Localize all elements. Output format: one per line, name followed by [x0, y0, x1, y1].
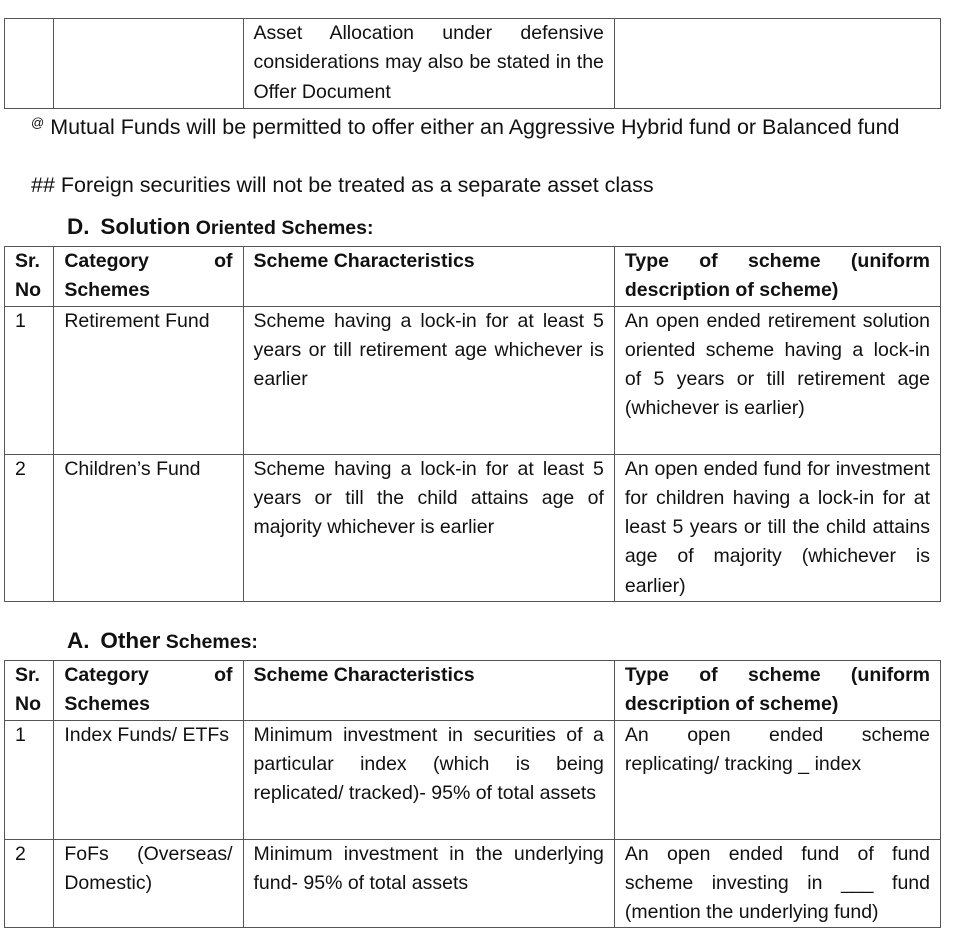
header-characteristics: Scheme Characteristics — [243, 247, 614, 307]
header-characteristics: Scheme Characteristics — [243, 661, 614, 721]
section-letter: A. — [67, 628, 90, 653]
characteristics-cell: Minimum investment in securities of a particular index (which is being replicated/ tracked)- 95% of total assets — [243, 720, 614, 839]
category-cell: Retirement Fund — [54, 306, 243, 454]
characteristics-cell: Scheme having a lock-in for at least 5 years or till retirement age whichever is earlier — [243, 306, 614, 454]
table-row — [5, 720, 941, 839]
section-a-heading — [67, 628, 258, 654]
type-cell — [614, 19, 940, 109]
type-cell: An open ended scheme replicating/ tracking _ index — [614, 720, 940, 839]
section-title-rest: Schemes: — [165, 631, 258, 653]
category-cell: FoFs (Overseas/ Domestic) — [54, 839, 243, 928]
category-cell: Index Funds/ ETFs — [54, 720, 243, 839]
header-sr-no: Sr. No — [5, 661, 54, 721]
section-title-big: Other — [100, 628, 161, 653]
header-category: Category of Schemes — [54, 247, 243, 307]
header-type: Type of scheme (uniform description of scheme) — [614, 661, 940, 721]
type-cell: An open ended fund of fund scheme investing in ___ fund (mention the underlying fund) — [614, 839, 940, 928]
table-row — [5, 839, 941, 928]
sr-no-cell: 2 — [5, 839, 54, 928]
table-row — [5, 454, 941, 601]
section-letter: D. — [67, 214, 90, 239]
sr-no-cell: 1 — [5, 306, 54, 454]
type-cell: An open ended fund for investment for children having a lock-in for at least 5 years or till the child attains age of majority (whichever is earlier) — [614, 454, 940, 601]
footnote-aggressive-hybrid — [31, 107, 951, 143]
header-row — [5, 661, 941, 721]
footnote-text: Mutual Funds will be permitted to offer either an Aggressive Hybrid fund or Balanced fund — [50, 115, 900, 139]
asset-allocation-table-continued — [4, 18, 941, 109]
header-type: Type of scheme (uniform description of scheme) — [614, 247, 940, 307]
characteristics-cell: Minimum investment in the underlying fund- 95% of total assets — [243, 839, 614, 928]
solution-oriented-schemes-table — [4, 246, 941, 602]
sr-no-cell: 1 — [5, 720, 54, 839]
section-title-rest: Oriented Schemes: — [195, 217, 374, 239]
header-sr-no: Sr. No — [5, 247, 54, 307]
table-row — [5, 19, 941, 109]
characteristics-cell: Scheme having a lock-in for at least 5 years or till the child attains age of majority whichever is earlier — [243, 454, 614, 601]
at-symbol: @ — [31, 115, 45, 130]
section-d-heading — [67, 214, 373, 240]
sr-no-cell: 2 — [5, 454, 54, 601]
type-cell: An open ended retirement solution oriented scheme having a lock-in of 5 years or till retirement age (whichever is earlier) — [614, 306, 940, 454]
characteristics-cell: Asset Allocation under defensive considerations may also be stated in the Offer Document — [243, 19, 614, 109]
header-category: Category of Schemes — [54, 661, 243, 721]
category-cell: Children’s Fund — [54, 454, 243, 601]
footnote-foreign-securities: ## Foreign securities will not be treated as a separate asset class — [31, 173, 654, 197]
header-row — [5, 247, 941, 307]
table-row — [5, 306, 941, 454]
other-schemes-table — [4, 660, 941, 928]
sr-no-cell — [5, 19, 54, 109]
category-cell — [54, 19, 243, 109]
section-title-big: Solution — [100, 214, 191, 239]
